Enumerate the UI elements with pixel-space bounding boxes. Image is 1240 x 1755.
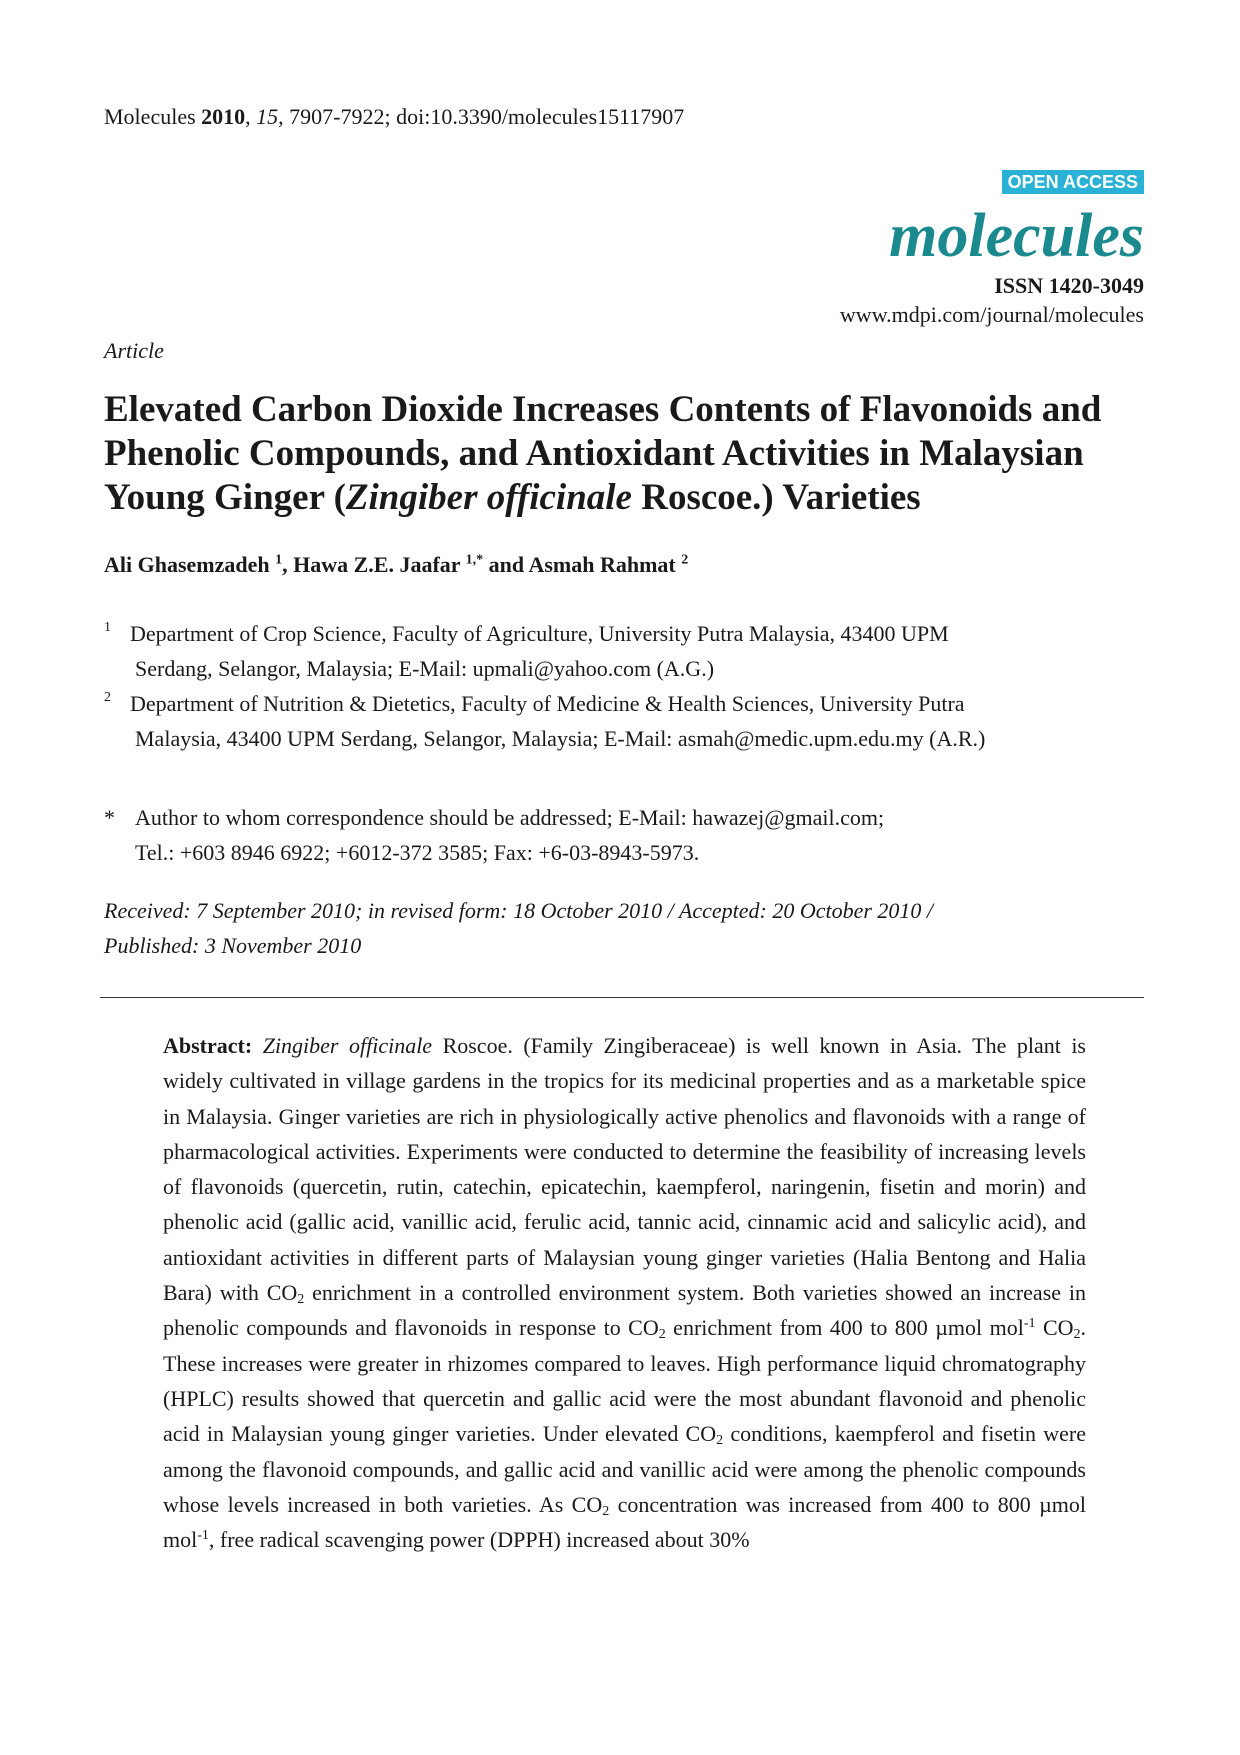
abstract-text: CO (1035, 1315, 1074, 1341)
subscript: 2 (716, 1433, 724, 1449)
paper-title (104, 388, 1144, 520)
abstract-text: enrichment in a controlled environment system. Both varieties showed an increase in phenolic compounds and flavonoids in response to CO (163, 1280, 1086, 1341)
subscript: 2 (602, 1503, 610, 1519)
citation-pages-doi[interactable]: , 7907-7922; doi:10.3390/molecules15117907 (278, 104, 685, 129)
journal-logo: molecules (889, 202, 1144, 270)
correspondence-line: Tel.: +603 8946 6922; +6012-372 3585; Fax: +6-03-8943-5973. (135, 840, 700, 865)
header-divider (100, 997, 1144, 998)
affiliation-line: Malaysia, 43400 UPM Serdang, Selangor, Malaysia; E-Mail: asmah@medic.upm.edu.my (A.R.) (135, 726, 986, 751)
abstract-text: enrichment from 400 to 800 µmol mol (665, 1315, 1024, 1341)
abstract-species: Zingiber officinale (262, 1033, 433, 1058)
issn: ISSN 1420-3049 (994, 273, 1144, 298)
citation-volume: 15 (256, 104, 279, 129)
title-part2: Roscoe.) Varieties (631, 477, 921, 518)
author-name: Ali Ghasemzadeh (104, 552, 270, 577)
author-separator: and (483, 552, 529, 577)
title-part1: Elevated Carbon Dioxide Increases Contents of Flavonoids and Phenolic Compounds, and Antioxidant Activities in Malaysian Young Ginger ( (104, 389, 1102, 518)
superscript: -1 (197, 1528, 209, 1544)
title-species: Zingiber officinale (345, 477, 632, 518)
abstract-text: . These increases were greater in rhizomes compared to leaves. High performance liquid chromatography (HPLC) results showed that quercetin and gallic acid were the most abundant flavonoid and phenolic acid in Malaysian young ginger varieties. Under elevated CO (163, 1315, 1087, 1447)
abstract-text: , free radical scavenging power (DPPH) increased about 30% (208, 1527, 750, 1553)
subscript: 2 (297, 1292, 305, 1308)
author-affiliation-mark: 1,* (465, 552, 484, 568)
abstract-text: conditions, kaempferol and fisetin were among the flavonoid compounds, and gallic acid and vanillic acid were among the phenolic compounds whose levels increased in both varieties. As CO (163, 1421, 1086, 1517)
journal-url[interactable]: www.mdpi.com/journal/molecules (839, 302, 1144, 327)
affiliation-line: Department of Nutrition & Dietetics, Faculty of Medicine & Health Sciences, University Putra (130, 691, 965, 716)
citation-line: Molecules 2010, 15, 7907-7922; doi:10.3390/molecules15117907 (104, 104, 685, 129)
dates-line: Received: 7 September 2010; in revised form: 18 October 2010 / Accepted: 20 October 2010 / (104, 898, 934, 923)
abstract-label: Abstract: (163, 1033, 253, 1058)
author-name: Hawa Z.E. Jaafar (293, 552, 461, 577)
author-list (104, 552, 688, 578)
affiliation-line: Department of Crop Science, Faculty of Agriculture, University Putra Malaysia, 43400 UPM (130, 621, 949, 646)
correspondence-line: Author to whom correspondence should be addressed; E-Mail: hawazej@gmail.com; (135, 805, 885, 830)
subscript: 2 (658, 1327, 666, 1343)
open-access-badge: OPEN ACCESS (1002, 170, 1144, 194)
author-affiliation-mark: 2 (681, 552, 689, 568)
affiliation-number: 1 (104, 620, 111, 635)
article-type: Article (104, 338, 164, 363)
dates-line: Published: 3 November 2010 (104, 933, 362, 958)
journal-short: Molecules (104, 104, 196, 129)
abstract-text: concentration was increased from 400 to 800 µmol mol (163, 1491, 1086, 1553)
author-separator: , (282, 552, 294, 577)
affiliation-line: Serdang, Selangor, Malaysia; E-Mail: upmali@yahoo.com (A.G.) (135, 656, 715, 681)
abstract-paragraph (163, 1028, 1086, 1557)
abstract-text: Roscoe. (Family Zingiberaceae) is well known in Asia. The plant is widely cultivated in village gardens in the tropics for its medicinal properties and as a marketable spice in Malaysia. Ginger varieties are rich in physiologically active phenolics and flavonoids with a range of pharmacological activities. Experiments were conducted to determine the feasibility of increasing levels of flavonoids (quercetin, rutin, catechin, epicatechin, kaempferol, naringenin, fisetin and morin) and phenolic acid (gallic acid, vanillic acid, ferulic acid, tannic acid, cinnamic acid and salicylic acid), and antioxidant activities in different parts of Malaysian young ginger varieties (Halia Bentong and Halia Bara) with CO (163, 1033, 1086, 1306)
author-name: Asmah Rahmat (528, 552, 676, 577)
superscript: -1 (1023, 1316, 1036, 1332)
citation-year: 2010 (201, 104, 246, 129)
subscript: 2 (1073, 1327, 1081, 1343)
author-affiliation-mark: 1 (275, 552, 283, 568)
publication-dates (104, 893, 933, 963)
correspondence-marker: * (104, 805, 115, 830)
affiliation-number: 2 (104, 690, 111, 705)
